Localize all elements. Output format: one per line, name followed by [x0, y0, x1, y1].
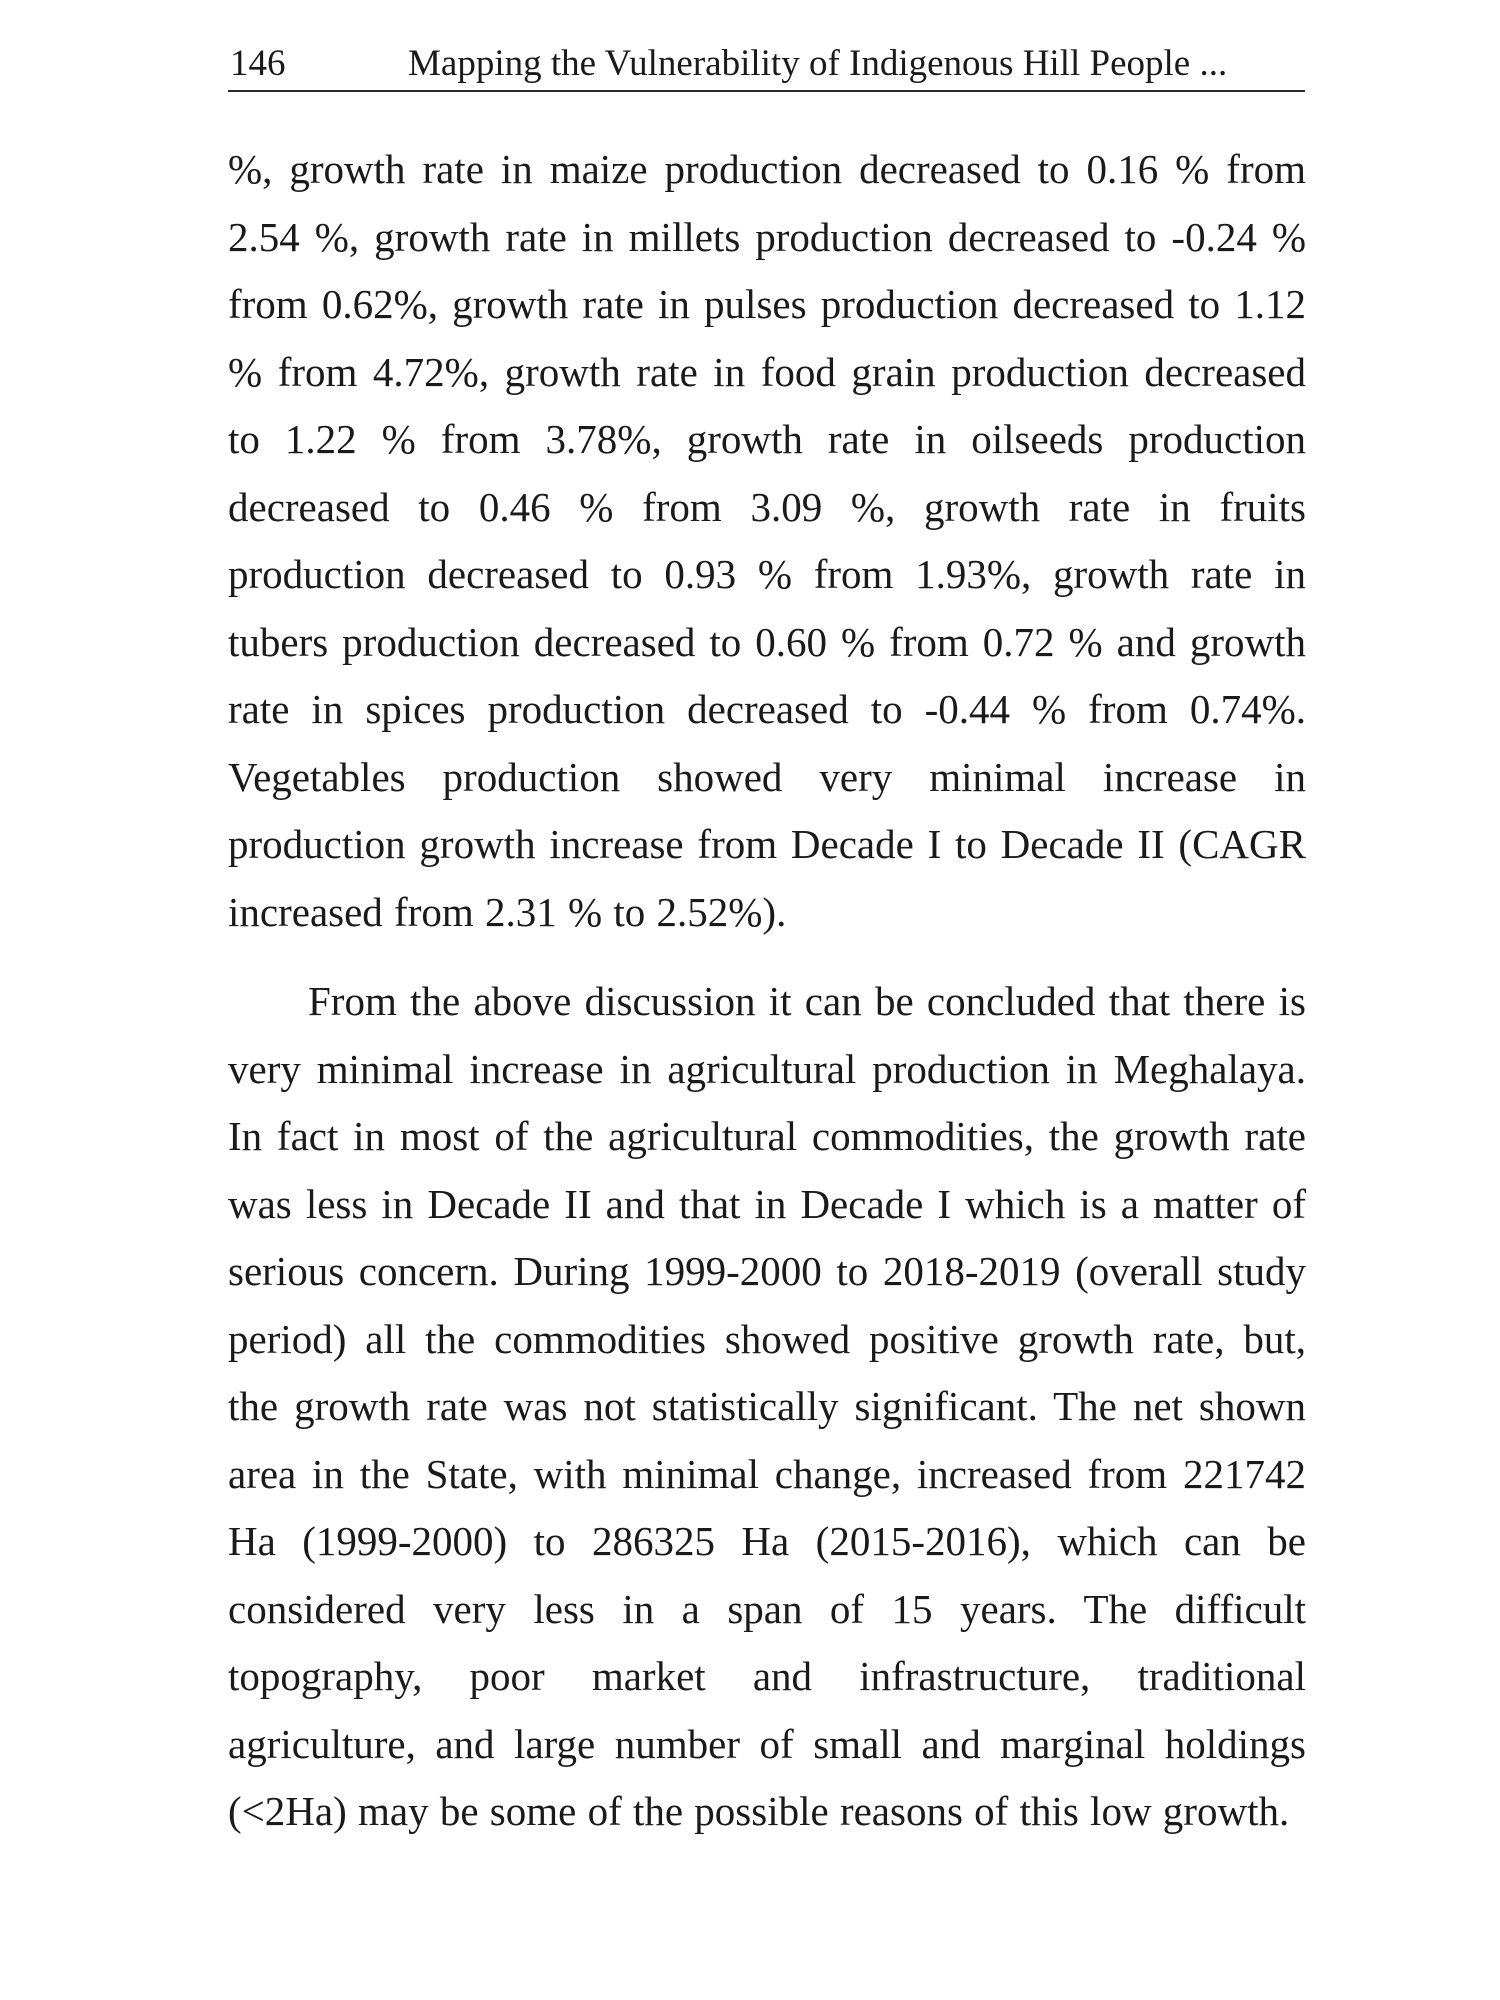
running-header [228, 30, 1305, 92]
paragraph-growth-rates: %, growth rate in maize production decreased to 0.16 % from 2.54 %, growth rate in millets production decreased to -0.24 % from 0.62%, growth rate in pulses production decreased to 1.12 % from 4.72%, growth rate in food grain production decreased to 1.22 % from 3.78%, growth rate in oilseeds production decreased to 0.46 % from 3.09 %, growth rate in fruits production decreased to 0.93 % from 1.93%, growth rate in tubers production decreased to 0.60 % from 0.72 % and growth rate in spices production decreased to -0.44 % from 0.74%. Vegetables production showed very minimal increase in production growth increase from Decade I to Decade II (CAGR increased from 2.31 % to 2.52%). [228, 146, 1306, 935]
body-text [228, 136, 1306, 1846]
paragraph-conclusion: From the above discussion it can be concluded that there is very minimal increase in agricultural production in Meghalaya. In fact in most of the agricultural commodities, the growth rate was less in Decade II and that in Decade I which is a matter of serious concern. During 1999-2000 to 2018-2019 (overall study period) all the commodities showed positive growth rate, but, the growth rate was not statistically significant. The net shown area in the State, with minimal change, increased from 221742 Ha (1999-2000) to 286325 Ha (2015-2016), which can be considered very less in a span of 15 years. The difficult topography, poor market and infrastructure, traditional agriculture, and large number of small and marginal holdings (<2Ha) may be some of the possible reasons of this low growth. [228, 978, 1306, 1834]
page-number: 146 [230, 43, 286, 84]
running-title: Mapping the Vulnerability of Indigenous Hill People ... [408, 43, 1228, 84]
